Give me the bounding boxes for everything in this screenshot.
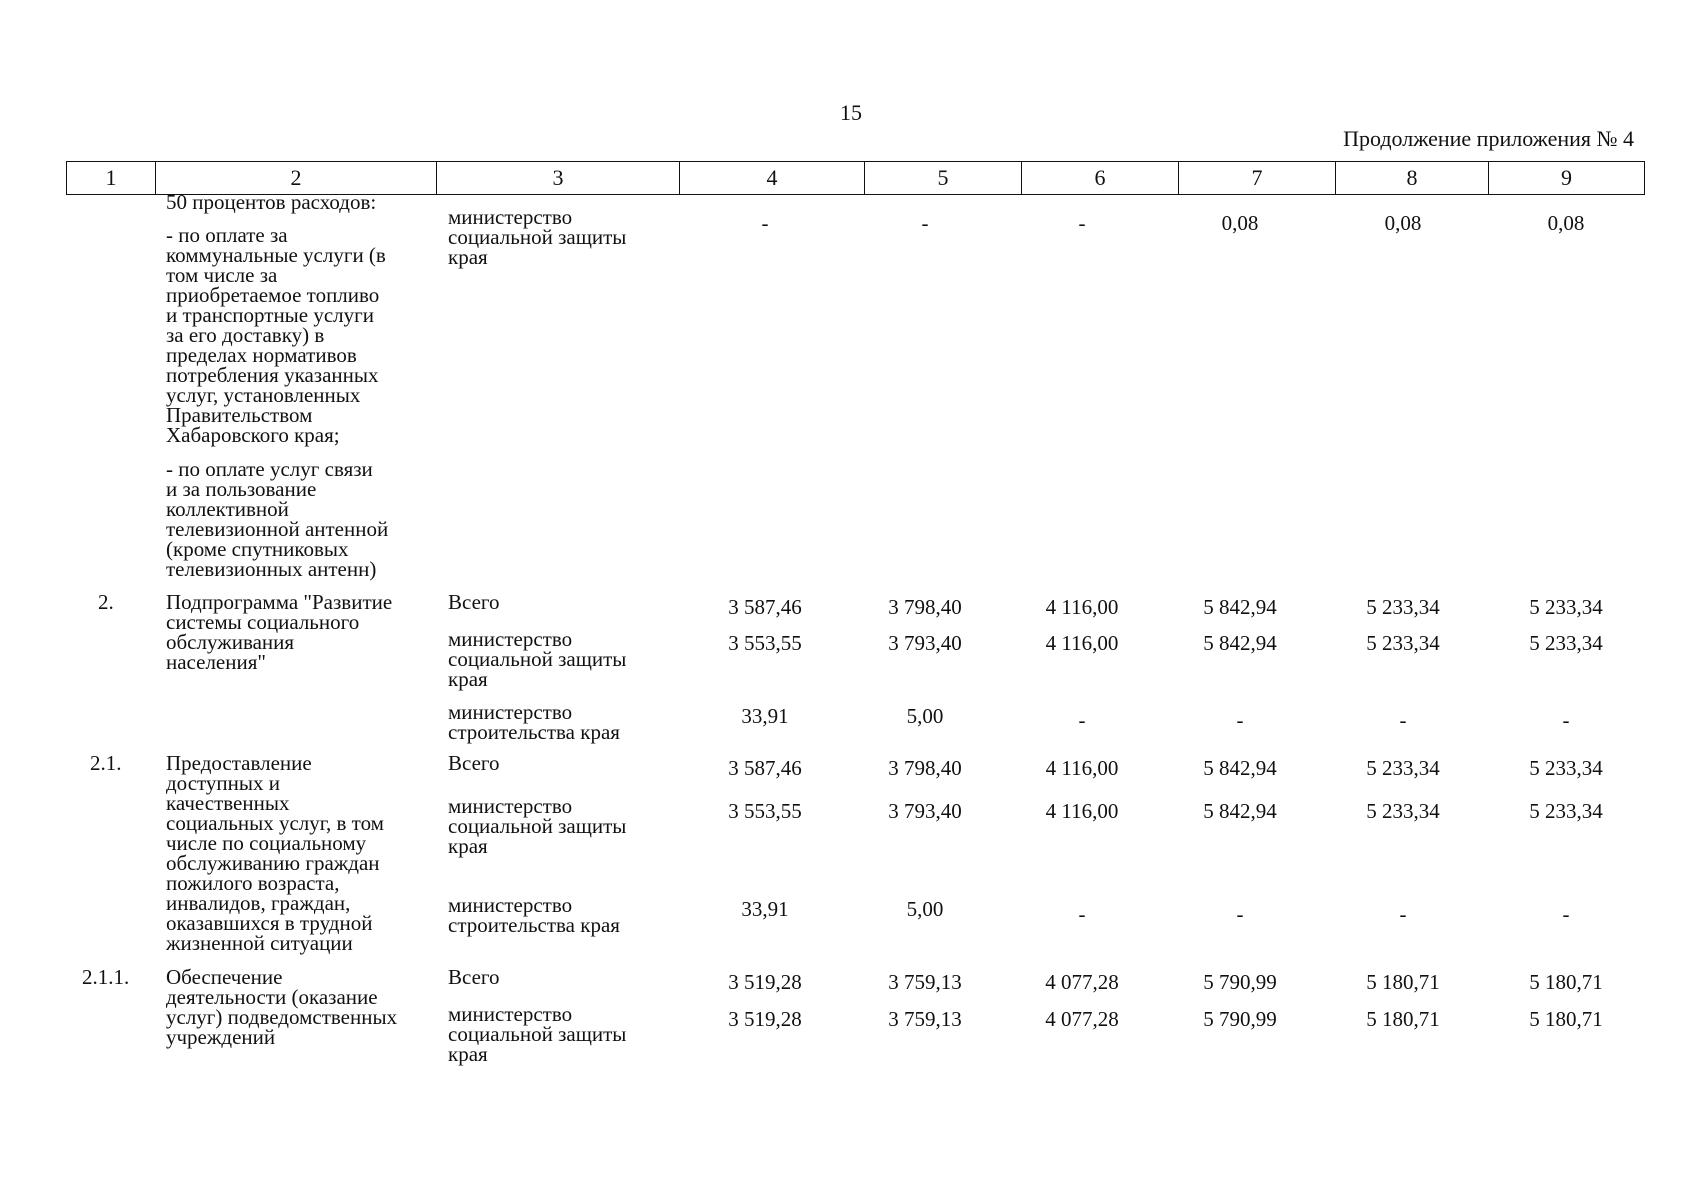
row-2-1-construction-value-4: 33,91 [741, 897, 789, 921]
row-continued-value-4: - [761, 211, 769, 235]
row-2-construction-value-4: 33,91 [741, 704, 789, 728]
row-continued-text-utilities: - по оплате за коммунальные услуги (в том числе за приобретаемое топливо и транспортные услуги за его доставку) в пределах нормативов потребления указанных услуг, установленных Правительством Хабаровского края; [166, 223, 386, 447]
column-header-2: 2 [156, 162, 437, 195]
row-2-1-1-total-value-9: 5 180,71 [1529, 970, 1603, 994]
row-continued-value-9: 0,08 [1547, 211, 1585, 235]
row-continued-value-8: 0,08 [1384, 211, 1422, 235]
row-2-1-construction-value-5: 5,00 [906, 897, 944, 921]
row-2-construction-value-8: - [1399, 708, 1407, 732]
row-2-1-social-value-6: 4 116,00 [1045, 799, 1119, 823]
row-2-1-name: Предоставление доступных и качественных социальных услуг, в том числе по социальному обслуживанию граждан пожилого возраста, инвалидов, граждан, оказавшихся в трудной жизненной ситуации [166, 751, 384, 955]
row-2-1-1-total-value-5: 3 759,13 [888, 970, 962, 994]
row-2-social-value-7: 5 842,94 [1203, 631, 1277, 655]
row-2-1-1-total-value-8: 5 180,71 [1366, 970, 1440, 994]
row-2-1-1-executor-total: Всего [448, 965, 500, 989]
row-continued-value-6: - [1078, 211, 1086, 235]
appendix-continuation-label: Продолжение приложения № 4 [1343, 126, 1634, 151]
row-2-1-construction-value-8: - [1399, 902, 1407, 926]
row-2-executor-social: министерство социальной защиты края [448, 627, 627, 691]
row-2-social-value-5: 3 793,40 [888, 631, 962, 655]
row-2-social-value-4: 3 553,55 [728, 631, 802, 655]
row-2-1-1-number: 2.1.1. [82, 965, 130, 989]
row-2-1-social-value-7: 5 842,94 [1203, 799, 1277, 823]
row-continued-lead: 50 процентов расходов: [166, 190, 377, 214]
row-2-1-1-name: Обеспечение деятельности (оказание услуг) подведомственных учреждений [166, 965, 398, 1049]
row-2-1-total-value-5: 3 798,40 [888, 756, 962, 780]
row-2-1-number: 2.1. [90, 751, 122, 775]
row-2-name: Подпрограмма "Развитие системы социального обслуживания населения" [166, 590, 393, 674]
row-2-1-social-value-9: 5 233,34 [1529, 799, 1603, 823]
row-continued-executor: министерство социальной защиты края [448, 205, 627, 269]
row-2-1-executor-total: Всего [448, 751, 500, 775]
row-2-construction-value-7: - [1236, 708, 1244, 732]
row-2-1-executor-social: министерство социальной защиты края [448, 794, 627, 858]
row-2-construction-value-6: - [1078, 708, 1086, 732]
row-2-construction-value-9: - [1562, 708, 1570, 732]
column-header-7: 7 [1179, 162, 1336, 195]
row-2-social-value-6: 4 116,00 [1045, 631, 1119, 655]
row-2-construction-value-5: 5,00 [906, 704, 944, 728]
row-2-1-1-social-value-6: 4 077,28 [1045, 1007, 1119, 1031]
row-2-1-construction-value-9: - [1562, 902, 1570, 926]
row-2-total-value-4: 3 587,46 [728, 595, 802, 619]
row-2-social-value-9: 5 233,34 [1529, 631, 1603, 655]
row-2-1-1-total-value-6: 4 077,28 [1045, 970, 1119, 994]
row-2-1-social-value-8: 5 233,34 [1366, 799, 1440, 823]
row-2-1-executor-construction: министерство строительства края [448, 893, 620, 937]
row-2-1-total-value-6: 4 116,00 [1045, 756, 1119, 780]
row-2-1-1-total-value-7: 5 790,99 [1203, 970, 1277, 994]
row-2-total-value-5: 3 798,40 [888, 595, 962, 619]
column-header-4: 4 [680, 162, 865, 195]
row-continued-text-communications: - по оплате услуг связи и за пользование коллективной телевизионной антенной (кроме спутниковых телевизионных антенн) [166, 457, 389, 581]
row-2-1-construction-value-6: - [1078, 902, 1086, 926]
column-header-9: 9 [1489, 162, 1645, 195]
page-number: 15 [840, 100, 862, 125]
row-2-1-1-social-value-8: 5 180,71 [1366, 1007, 1440, 1031]
row-2-total-value-9: 5 233,34 [1529, 595, 1603, 619]
row-2-1-1-social-value-7: 5 790,99 [1203, 1007, 1277, 1031]
row-2-1-total-value-4: 3 587,46 [728, 756, 802, 780]
row-2-1-total-value-7: 5 842,94 [1203, 756, 1277, 780]
row-2-total-value-7: 5 842,94 [1203, 595, 1277, 619]
row-2-total-value-6: 4 116,00 [1045, 595, 1119, 619]
row-2-social-value-8: 5 233,34 [1366, 631, 1440, 655]
row-2-total-value-8: 5 233,34 [1366, 595, 1440, 619]
row-2-number: 2. [98, 590, 114, 614]
row-continued-value-5: - [921, 211, 929, 235]
row-2-1-construction-value-7: - [1236, 902, 1244, 926]
row-2-executor-construction: министерство строительства края [448, 700, 620, 744]
row-2-1-1-total-value-4: 3 519,28 [728, 970, 802, 994]
column-header-6: 6 [1022, 162, 1179, 195]
row-2-1-social-value-5: 3 793,40 [888, 799, 962, 823]
row-2-1-total-value-8: 5 233,34 [1366, 756, 1440, 780]
column-header-8: 8 [1336, 162, 1489, 195]
row-2-1-1-social-value-4: 3 519,28 [728, 1007, 802, 1031]
row-2-1-total-value-9: 5 233,34 [1529, 756, 1603, 780]
row-2-1-1-executor-social: министерство социальной защиты края [448, 1002, 627, 1066]
row-2-1-1-social-value-9: 5 180,71 [1529, 1007, 1603, 1031]
row-2-1-social-value-4: 3 553,55 [728, 799, 802, 823]
column-header-5: 5 [865, 162, 1022, 195]
row-2-executor-total: Всего [448, 590, 500, 614]
column-header-3: 3 [437, 162, 680, 195]
row-continued-value-7: 0,08 [1221, 211, 1259, 235]
row-2-1-1-social-value-5: 3 759,13 [888, 1007, 962, 1031]
column-header-1: 1 [67, 162, 156, 195]
